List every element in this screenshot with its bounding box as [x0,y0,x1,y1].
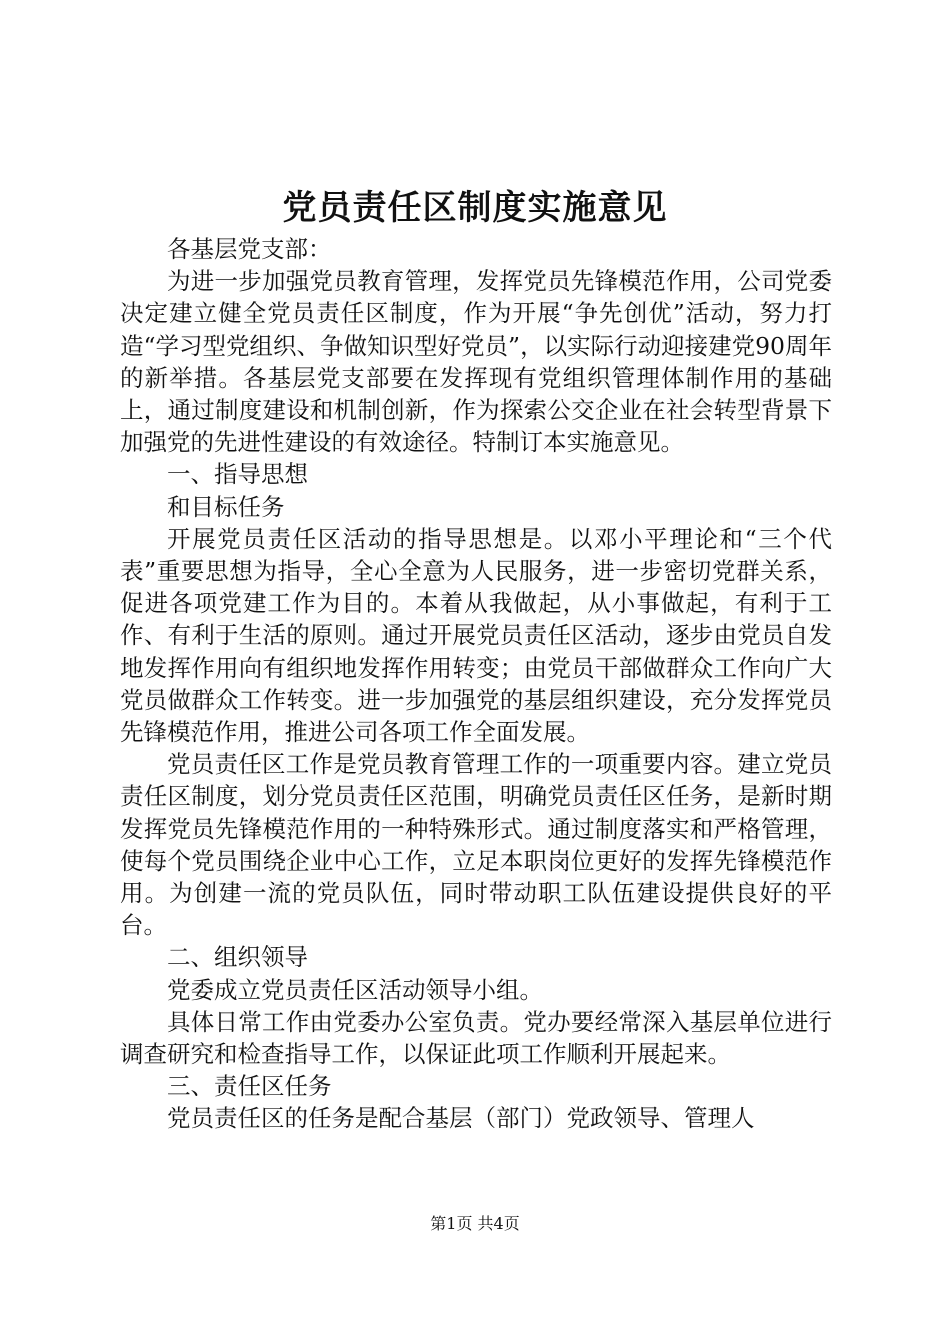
section-heading-1: 一、指导思想 [167,460,308,489]
section-heading-3: 三、责任区任务 [167,1072,332,1101]
daily-work-paragraph: 具体日常工作由党委办公室负责。党办要经常深入基层单位进行调查研究和检查指导工作，以保证此项工作顺利开展起来。 [120,1007,832,1069]
page-footer: 第1页 共4页 [430,1214,520,1233]
document-title: 党员责任区制度实施意见 [282,188,668,228]
salutation: 各基层党支部： [167,235,332,263]
tasks-paragraph: 党员责任区的任务是配合基层（部门）党政领导、管理人 [167,1104,755,1133]
document-body [120,233,832,1135]
section-heading-1-continued: 和目标任务 [167,492,285,521]
leadership-group-paragraph: 党委成立党员责任区活动领导小组。 [167,975,543,1004]
section-heading-2: 二、组织领导 [167,943,308,972]
responsibility-work-paragraph: 党员责任区工作是党员教育管理工作的一项重要内容。建立党员责任区制度，划分党员责任区范围，明确党员责任区任务，是新时期发挥党员先锋模范作用的一种特殊形式。通过制度落实和严格管理，使每个党员围绕企业中心工作，立足本职岗位更好的发挥先锋模范作用。为创建一流的党员队伍，同时带动职工队伍建设提供良好的平台。 [120,750,832,940]
intro-paragraph: 为进一步加强党员教育管理，发挥党员先锋模范作用，公司党委决定建立健全党员责任区制度，作为开展“争先创优”活动，努力打造“学习型党组织、争做知识型好党员”，以实际行动迎接建党90周年的新举措。各基层党支部要在发挥现有党组织管理体制作用的基础上，通过制度建设和机制创新，作为探索公交企业在社会转型背景下加强党的先进性建设的有效途径。特制订本实施意见。 [120,267,832,457]
guiding-ideology-paragraph: 开展党员责任区活动的指导思想是。以邓小平理论和“三个代表”重要思想为指导，全心全意为人民服务，进一步密切党群关系，促进各项党建工作为目的。本着从我做起，从小事做起，有利于工作、有利于生活的原则。通过开展党员责任区活动，逐步由党员自发地发挥作用向有组织地发挥作用转变；由党员干部做群众工作向广大党员做群众工作转变。进一步加强党的基层组织建设，充分发挥党员先锋模范作用，推进公司各项工作全面发展。 [120,524,832,747]
